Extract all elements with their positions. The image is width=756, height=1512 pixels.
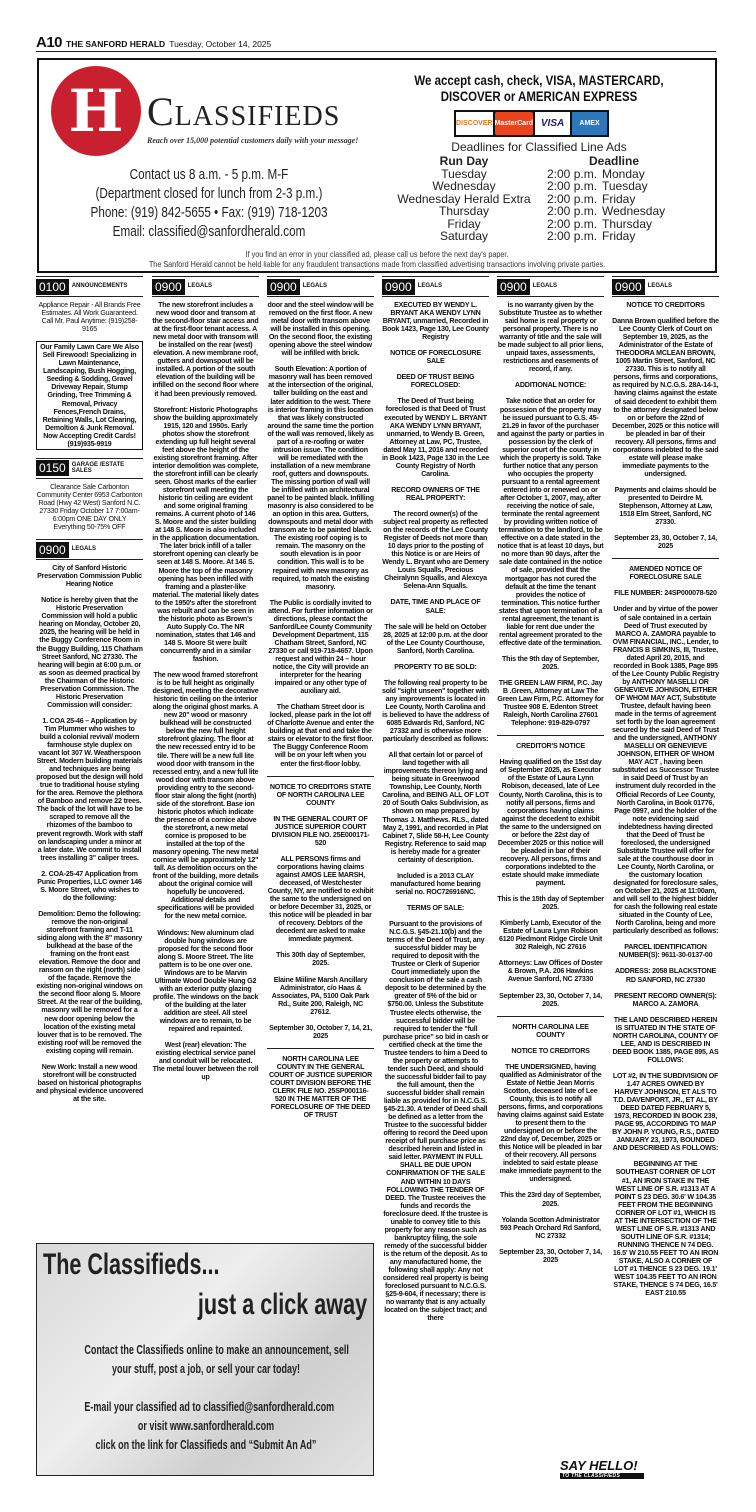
email-link[interactable]: Email: classified@sanfordherald.com: [112, 223, 306, 240]
section-header: [36, 276, 143, 297]
lunch-note: (Department closed for lunch from 2-3 p.m.): [95, 185, 323, 202]
deadline-row: [389, 180, 689, 193]
listing-text: Our Family Lawn Care We Also Sell Firewood! Specializing in Lawn Maintenance, Landscaping, Bush Hogging, Seeding & Sodding, Gravel Driveway Repair, Stump Grinding, Tree Trimming & Removal, Privacy Fences,French Drains, Retaining Walls, Lot Clearing, Demoltion & Junk Removal. Now Accepting Credit Cards! (919)935-9919: [36, 341, 143, 450]
ad-line[interactable]: E-mail your classified ad to classified@sanfordherald.com: [84, 1400, 335, 1414]
ad-title: The Classifieds...: [43, 1248, 220, 1281]
contact-hours: Contact us 8 a.m. - 5 p.m. M-F: [129, 166, 289, 183]
listing-text: NORTH CAROLINA LEE COUNTY IN THE GENERAL COURT OF JUSTICE SUPERIOR COURT DIVISION BEFORE THE CLERK FILE NO. 25SP000116-520 IN THE MATTER OF THE FORECLOSURE OF THE DEED OF TRUST: [269, 1054, 372, 1120]
listing-text: Storefront: Historic Photographs show the building approximately 1915, 120 and 1950s. Early photos show the storefront extending up full height several feet above the height of the existing storefront framing. After interior demolition was complete, the storefront infill can be clearly seen. Ghost marks of the earlier storefront wall meeting the historic tin ceiling are evident and some original framing remains. A current photo of 146 S. Moore and the sister building at 148 S. Moore is also included in the application documentation. The later brick infill of a taller storefront opening can clearly be seen at 148 S. Moore. At 146 S. Moore the top of the masonry opening has been infilled with framing and a plaster-like material. The material likely dates to the 1950's after the storefront was rebuilt and can be seen in the historic photo as Brown's Auto Supply Co. The NR nomination, states that 146 and 148 S. Moore St were built concurrently and in a similar fashion.: [152, 405, 259, 664]
section-label: LEGALS: [647, 283, 673, 290]
ad-line: Contact the Classifieds online to make an announcement, sell: [84, 1343, 349, 1357]
listing-text: This 30th day of September, 2025.: [276, 951, 365, 968]
hello-logo-subtext: TO THE CLASSIFIEDS: [560, 1473, 644, 1479]
divider: [497, 735, 604, 736]
ad-subtitle: just a click away: [197, 1288, 367, 1321]
listing-text: 2. COA-25-47 Application from Punic Properties, LLC owner 146 S. Moore Street, who wishes to do the following:: [37, 869, 142, 902]
hello-logo-text: SAY HELLO!: [560, 1458, 638, 1473]
payment-methods-text: [412, 73, 667, 105]
listing-text: September 23, 30, October 7, 14, 2025: [499, 1247, 602, 1264]
divider: [267, 1048, 374, 1049]
listing-text: Clearance Sale Carbonton Community Center 6953 Carbonton Road (Hwy 42 West) Sanford N.C. 27330 Friday October 17 7:00am-6:00pm ONE DAY ONLY Everything 50-75% OFF: [36, 482, 143, 532]
listing-text: This the 23rd day of September, 2025.: [499, 1191, 602, 1208]
listing-text: This is the 15th day of September 2025.: [497, 895, 604, 912]
deadline-time: 2:00 p.m.: [547, 191, 598, 206]
say-hello-logo: [560, 1458, 644, 1482]
listing-text: The new storefront includes a new wood door and transom at the second-floor stair access and at the first-floor tenant access. A new metal door with transom will be installed on the rear (west) elevation. A new membrane roof, gutters and downspout will be installed. A portion of the south elevation of the building will be infilled on the second floor where it had been previously removed.: [152, 301, 259, 398]
listing-text: Appliance Repair - All Brands Free Estimates. All Work Guaranteed. Call Mr. Paul Anytime: (919)258-9165: [38, 301, 141, 334]
listing-text: is no warranty given by the Substitute Trustee as to whether said home is real property or personal property. There is no warranty of title and the sale will be made subject to all prior liens, unpaid taxes, assessments, restrictions and easements of record, if any.: [497, 301, 604, 374]
listing-text: NOTICE OF FORECLOSURE SALE: [390, 349, 481, 366]
classified-column-5: [497, 276, 604, 1448]
run-day: Wednesday Herald Extra: [397, 191, 531, 206]
listing-text: City of Sanford Historic Preservation Commission Public Hearing Notice: [37, 564, 142, 589]
listing-text: Take notice that an order for possession of the property may be issued pursuant to G.S. 45-21.29 in favor of the purchaser and against the party or parties in possession by the clerk of superior court of the county in which the property is sold. Take further notice that any person who occupies the property pursuant to a rental agreement entered into or renewed on or after October 1, 2007, may, after receiving the notice of sale, terminate the rental agreement by providing written notice of termination to the landlord, to be effective on a date stated in the notice that is at least 10 days, but no more than 90 days, after the sale date contained in the notice of sale, provided that the mortgagor has not cured the default at the time the tenant provides the notice of termination. This notice further states that upon termination of a rental agreement, the tenant is liable for rent due under the rental agreement prorated to the effective date of the termination.: [497, 397, 604, 647]
deadline-day: Monday: [602, 166, 645, 181]
deadline-time: 2:00 p.m.: [547, 204, 598, 218]
listing-text: All that certain lot or parcel of land together with all improvements thereon lying and being situate in Greenwood Township, Lee County, North Carolina, and BEING ALL OF LOT 20 of South Oaks Subdivision, as shown on map prepared by Thomas J. Matthews. RLS., dated May 2, 1991, and recorded in Plat Cabinet 7, Slide 58-H, Lee County Registry. Reference to said map is hereby made for a greater certainty of description.: [382, 751, 489, 864]
listing-text: Demolition: Demo the following: remove the non-original storefront framing and T-11 siding along with the 8" masonry bulkhead at the base of the framing on the front east elevation. Remove the door and ransom on the right (north) side of the façade. Remove the existing non-original windows on the second floor along S. Moore Street. At the rear of the building, masonry will be removed for a new door opening below the location of the existing metal louver that is to be removed. The existing roof will be removed the existing coping will remain.: [36, 909, 143, 1055]
ad-line: [84, 1379, 327, 1398]
divider: [497, 1016, 604, 1017]
section-header: [36, 539, 143, 560]
ad-body: [37, 1341, 374, 1455]
deadline-day: Friday: [602, 191, 636, 206]
deadlines-header: [389, 155, 689, 168]
listing-text: Danna Brown qualified before the Lee County Clerk of Court on September 19, 2025, as the Administrator of the Estate of THEODORA MCLEAN BROWN, 1005 Martin Street, Sanford, NC 27330. This is to notify all persons, firms and corporations, as required by N.C.G.S. 28A-14-1, having claims against the estate of said decedent to exhibit them to the attorney designated below on or before the 22nd of December, 2025 or this notice will be pleaded in bar of their recovery. All persons, firms and corporations indebted to the said estate will please make immediate payments to the undersigned.: [612, 317, 719, 478]
deadline-time: 2:00 p.m.: [547, 179, 598, 193]
listing-text: The Deed of Trust being foreclosed is that Deed of Trust executed by WENDY L. BRYANT AKA WENDY LYNN BRYANT, unmarried, to Wendy B. Green, Attorney at Law, PC, Trustee, dated May 11, 2016 and recorded in Book 1423, Page 130 in the Lee County Registry of North Carolina.: [382, 397, 489, 478]
divider: [267, 776, 374, 777]
listing-text: Payments and claims should be presented to Deirdre M. Stephenson, Attorney at Law, 1518 Elm Street, Sanford, NC 27330.: [614, 485, 717, 527]
listing-text: September 23, 30, October 7, 14, 2025: [614, 534, 717, 551]
listing-text: Attorneys: Law Offices of Doster & Brown, P.A. 206 Hawkins Avenue Sanford, NC 27330: [498, 959, 603, 984]
deadline-row: [389, 205, 689, 218]
section-label: LEGALS: [187, 283, 213, 290]
section-header: [382, 276, 489, 297]
listing-text: West (rear) elevation: The existing electrical service panel and conduit will be relocated. The metal louver between the roll up: [152, 1041, 259, 1082]
listing-text: September 30, October 7, 14, 21, 2025: [269, 1023, 372, 1040]
listing-text: FILE NUMBER: 24SP000078-520: [614, 589, 717, 598]
deadline-time: 2:00 p.m.: [547, 216, 598, 231]
section-number: 0900: [612, 279, 645, 295]
ad-line: click on the link for Classifieds and “Submit An Ad”: [95, 1438, 317, 1452]
section-number: 0900: [382, 279, 415, 295]
contact-info: [76, 165, 341, 241]
listing-text: Having qualified on the 15st day of September 2025, as Executor of the Estate of Laura Lynn Robison, deceased, late of Lee County, North Carolina, this is to notify all persons, firms and corporations having claims against the decedent to exhibit the same to the undersigned on or before the 22st day of December 2025 or this notice will be pleaded in bar of their recovery. All persons, firms and corporations indebted to the estate should make immediate payment.: [497, 758, 604, 888]
run-day: Friday: [447, 216, 481, 231]
listing-text: Included is a 2013 CLAY manufactured home bearing serial no. ROC726916NC.: [390, 871, 481, 896]
section-header: [497, 276, 604, 297]
listing-text: The record owner(s) of the subject real property as reflected on the records of the Lee County Register of Deeds not more than 10 days prior to the posting of this Notice is or are Heirs of Wendy L. Bryant who are Demery Louis Squalls, Precious Cheiralynn Squalls, and Alexcya Selena-Ann Squalls.: [382, 509, 489, 591]
listing-text: NOTICE TO CREDITORS STATE OF NORTH CAROLINA LEE COUNTY: [269, 782, 372, 807]
listing-text: NOTICE TO CREDITORS: [511, 1046, 590, 1055]
mastercard-icon: MasterCard: [495, 112, 534, 135]
deadline-row: [389, 218, 689, 231]
page-masthead: [36, 34, 716, 52]
run-day-header: Run Day: [439, 154, 489, 168]
herald-logo-icon: H: [51, 66, 141, 156]
listing-text: The Chatham Street door is locked, please park in the lot off of Charlotte Avenue and enter the building at that end and take the stairs or elevator to the first floor. The Buggy Conference Room will be on your left when you enter the first-floor lobby.: [267, 703, 374, 768]
section-header: [612, 276, 719, 297]
listing-text: TERMS OF SALE:: [406, 903, 465, 912]
listing-text: PROPERTY TO BE SOLD:: [394, 662, 477, 671]
section-number: 0900: [36, 542, 69, 558]
tagline: Reach over 15,000 potential customers daily with your message!: [147, 136, 359, 145]
listing-text: BEGINNING AT THE SOUTHEAST CORNER OF LOT #1, AN IRON STAKE IN THE WEST LINE OF S.R. #1313 AT A POINT S 23 DEG. 30.6' W 104.35 FEET FROM THE BEGINNING CORNER OF LOT #1, WHICH IS AT THE INTERSECTION OF THE WEST LINE OF S.R. #1313 AND SOUTH LINE OF S.R. #1314; RUNNING THENCE N 74 DEG. 16.5' W 210.55 FEET TO AN IRON STAKE, ALSO A CORNER OF LOT #1 THENCE S 23 DEG. 19.1' WEST 104.35 FEET TO AN IRON STAKE, THENCE S 74 DEG, 16.5' EAST 210.55: [612, 1160, 719, 1298]
listing-text: ADDRESS: 2058 BLACKSTONE RD SANFORD, NC 27330: [614, 967, 717, 984]
deadlines-table: [389, 155, 689, 243]
deadline-day: Tuesday: [602, 179, 648, 193]
deadlines-title: Deadlines for Classified Line Ads: [451, 140, 627, 154]
listing-text: Pursuant to the provisions of N.C.G.S. §45-21.10(b) and the terms of the Deed of Trust, any successful bidder may be required to deposit with the Trustee or Clerk of Superior Court immediately upon the conclusion of the sale a cash deposit to be determined by the greater of 5% of the bid or $750.00. Unless the Substitute Trustee elects otherwise, the successful bidder will be required to tender the "full purchase price" so bid in cash or certified check at the time the Trustee tenders to him a Deed to the property or attempts to tender such Deed, and should the successful bidder fail to pay the full amount, then the successful bidder shall remain liable as provided for in N.C.G.S. §45-21.30. A tender of Deed shall be defined as a letter from the Trustee to the successful bidder offering to record the Deed upon receipt of full purchase price as described herein and listed in said letter. PAYMENT IN FULL SHALL BE DUE UPON CONFIRMATION OF THE SALE AND WITHIN 10 DAYS FOLLOWING THE TENDER OF DEED. The Trustee receives the funds and records the foreclosure deed. If the trustee is unable to convey title to this property for any reason such as bankruptcy filing, the sole remedy of the successful bidder is the return of the deposit. As to any manufactured home, the following shall apply: Any not considered real property is being foreclosed pursuant to N.C.G.S. §25-9-604, if necessary; there is no warranty that is any actually located on the subject tract; and there: [382, 920, 489, 1323]
amex-card-icon: AMEX: [572, 112, 607, 135]
classified-column-1: [36, 276, 143, 1241]
listing-text: September 23, 30, October 7, 14, 2025.: [499, 991, 602, 1008]
section-label: LEGALS: [417, 283, 443, 290]
listing-text: The new wood framed storefront is to be full height as originally designed, meeting the decorative historic tin ceiling on the interior along the original ghost marks. A new 20" wood or masonry bulkhead will be constructed below the new full height storefront glazing. The floor at the new recessed entry id to be tile. There will be a new full lite wood door with transom in the recessed entry, and a new full lite wood door with transom above providing entry to the second-floor stair along the fight (north) side of the storefront. Base ion historic photos which indicate the presence of a cornice above the storefront, a new metal cornice is proposed to be installed at the top of the masonry opening. The new metal cornice will be approximately 12" tall. As demolition occurs on the front of the building, more details about the original cornice will hopefully be uncovered. Additional details and specifications will be provided for the new metal cornice.: [152, 671, 259, 921]
listing-text: DATE, TIME AND PLACE OF SALE:: [390, 598, 481, 615]
deadline-time: 2:00 p.m.: [547, 166, 598, 181]
deadline-day: Thursday: [602, 216, 653, 231]
listing-text: Under and by virtue of the power of sale contained in a certain Deed of Trust executed by MARCO A. ZAMORA payable to OVM FINANCIAL, INC., Lender, to FRANCIS B SIMKINS, III, Trustee, dated April 20, 2015, and recorded in Book 1385, Page 895 of the Lee County Public Registry by ANTHONY MASELLI OR GENEVIEVE JOHNSON, EITHER OF WHOM MAY ACT, Substitute Trustee, default having been made in the terms of agreement set forth by the loan agreement secured by the said Deed of Trust and the undersigned, ANTHONY MASELLI OR GENEVIEVE JOHNSON, EITHER OF WHOM MAY ACT , having been substituted as Successor Trustee in said Deed of Trust by an instrument duly recorded in the Official Records of Lee County, North Carolina, in Book 01776, Page 0997, and the holder of the note evidencing said indebtedness having directed that the Deed of Trust be foreclosed, the undersigned Substitute Trustee will offer for sale at the courthouse door in Lee County, North Carolina, or the customary location designated for foreclosure sales, on October 21, 2025 at 11:00am, and will sell to the highest bidder for cash the following real estate situated in the County of Lee, North Carolina, being and more particularly described as follows:: [612, 605, 719, 936]
listing-text: THE LAND DESCRIBED HEREIN IS SITUATED IN THE STATE OF NORTH CAROLINA, COUNTY OF LEE, AND IS DESCRIBED IN DEED BOOK 1385, PAGE 895, AS FOLLOWS:: [612, 1015, 719, 1064]
listing-text: The following real property to be sold "sight unseen" together with any improvements is located in Lee County, North Carolina and is believed to have the address of 6085 Edwards Rd, Sanford, NC 27332 and is otherwise more particularly described as follows:: [382, 678, 489, 744]
section-label: GARAGE /ESTATE SALES: [71, 461, 125, 475]
payment-line: We accept cash, check, VISA, MASTERCARD,: [414, 73, 664, 88]
run-day: Thursday: [438, 204, 490, 218]
section-number: 0900: [267, 279, 300, 295]
deadline-time: 2:00 p.m.: [547, 229, 598, 243]
phone-fax: Phone: (919) 842-5655 • Fax: (919) 718-1203: [90, 204, 328, 221]
deadline-header: Deadline: [588, 154, 639, 168]
section-label: LEGALS: [532, 283, 558, 290]
section-header: [36, 458, 143, 479]
newspaper-name: THE SANFORD HERALD: [66, 39, 166, 49]
ad-line: your stuff, post a job, or sell your car today!: [111, 1362, 301, 1376]
ad-line[interactable]: or visit www.sanfordherald.com: [137, 1419, 275, 1433]
listing-text: PARCEL IDENTIFICATION NUMBER(S): 9611-30-0137-00: [618, 943, 713, 960]
deadline-day: Friday: [602, 229, 636, 243]
listing-text: DEED OF TRUST BEING FORECLOSED:: [396, 373, 475, 390]
listing-text: Yolanda Scotton Administrator 593 Peach Orchard Rd Sanford, NC 27332: [500, 1215, 601, 1240]
deadline-day: Wednesday: [602, 204, 666, 218]
listing-text: EXECUTED BY WENDY L. BRYANT AKA WENDY LYNN BRYANT, unmarried, Recorded in Book 1423, Page 130, Lee County Registry: [382, 301, 489, 342]
deadline-row: [389, 230, 689, 243]
section-label: ANNOUNCEMENTS: [71, 283, 128, 290]
divider: [612, 558, 719, 559]
disclaimer: [90, 249, 665, 269]
page-number: A10: [36, 34, 63, 51]
listing-text: 1. COA 25-46 – Application by Tim Plummer who wishes to build a colonial revival/ modern farmhouse style duplex on vacant lot 307 W. Weatherspoon Street. Modern building materials and techniques are being proposed but the design will hold true to traditional house styling for the area. Remove the plethora of Bamboo and remove 22 trees. The back of the lot will have to be scraped to remove all the rhizomes of the bamboo to prevent regrowth. Work with staff on landscaping under a minor at a later date. We commit to install trees installing 3" caliper trees.: [36, 716, 143, 862]
section-header: [152, 276, 259, 297]
listing-text: LOT #2, IN THE SUBDIVISION OF 1.47 ACRES OWNED BY HARVEY JOHNSON, ET ALS TO T.D. DAVENPORT, JR., ET AL, BY DEED DATED FEBRUARY 5, 1973, RECORDED IN BOOK 239, PAGE 95, ACCORDING TO MAP BY JOHN P. YOUNG, R.S., DATED JANUARY 23, 1973, BOUNDED AND DESCRIBED AS FOLLOWS:: [612, 1071, 719, 1153]
issue-date: Tuesday, October 14, 2025: [169, 39, 272, 49]
section-number: 0900: [152, 279, 185, 295]
listing-text: CREDITOR'S NOTICE: [516, 742, 585, 751]
listing-text: This the 9th day of September, 2025.: [502, 654, 599, 671]
section-number: 0100: [36, 279, 69, 295]
listing-text: The sale will be held on October 28, 2025 at 12:00 p.m. at the door of the Lee County Courthouse, Sanford, North Carolina.: [383, 622, 488, 655]
liability-notice: The Sanford Herald cannot be held liable for any fraudulent transactions made from classified advertising transactions involving private parties.: [148, 259, 606, 269]
section-label: LEGALS: [302, 283, 328, 290]
listing-text: ADDITIONAL NOTICE:: [514, 381, 587, 390]
classified-column-6: [612, 276, 719, 1476]
classifieds-online-ad: [36, 1243, 374, 1476]
listing-text: THE GREEN LAW FIRM, P.C. Jay B .Green, Attorney at Law The Green Law Firm, P.C. Attorney for Trustee 908 E. Edenton Street Raleigh, North Carolina 27601 Telephone: 919-829-0797: [497, 679, 604, 728]
listing-text: NOTICE TO CREDITORS: [626, 301, 705, 309]
listing-text: THE UNDERSIGNED, having qualified as Administrator of the Estate of Nettie Jean Morris Scotton, deceased late of Lee County, this is to notify all persons, firms, and corporations having claims against said Estate to present them to the undersigned on or before the 22nd day of, December, 2025 or this Notice will be pleaded in bar of their recovery. All persons indebted to said estate please make immediate payment to the undersigned.: [497, 1062, 604, 1184]
run-day: Saturday: [439, 229, 489, 243]
classified-column-4: [382, 276, 489, 1476]
listing-text: RECORD OWNERS OF THE REAL PROPERTY:: [391, 485, 480, 502]
section-label: LEGALS: [71, 546, 97, 553]
card-logos: [454, 110, 609, 137]
listing-text: Notice is hereby given that the Historic Preservation Commission will hold a public hearing on Monday, October 20, 2025, the hearing will be held in the Buggy Conference Room in the Buggy Building, 115 Chatham Street Sanford, NC 27330. The hearing will begin at 6:00 p.m. or as soon as deemed practical by the Chairman of the Historic Preservation Commission. The Historic Preservation Commission will consider:: [36, 596, 143, 709]
listing-text: door and the steel window will be removed on the first floor. A new metal door with transom above will be installed in this opening. On the second floor, the existing opening above the steel window will be infilled with brick.: [267, 301, 374, 358]
listing-text: AMENDED NOTICE OF FORECLOSURE SALE: [628, 565, 703, 582]
listing-text: NORTH CAROLINA LEE COUNTY: [512, 1022, 589, 1039]
listing-text: IN THE GENERAL COURT OF JUSTICE SUPERIOR COURT DIVISION FILE NO. 25E000171-520: [271, 814, 370, 847]
listing-text: Windows: New aluminum clad double hung windows are proposed for the second floor along S. Moore Street. The lite pattern is to be one over one. Windows are to be Marvin Ultimate Wood Double Hung G2 with an exterior putty glazing profile. The windows on the back of the building at the later addition are steel. All steel windows are to remain, to be repaired and repainted.: [152, 928, 259, 1034]
classified-column-2: [152, 276, 259, 1241]
classifieds-brand: Classifieds: [147, 89, 341, 134]
section-number: 0150: [36, 460, 69, 476]
listing-text: South Elevation: A portion of masonry wall has been removed at the intersection of the original, taller building on the east and later addition to the west. There is interior framing in this location that was likely constructed around the same time the portion of the wall was removed, likely as part of a re-roofing or water intrusion issue. The condition will be remediated with the installation of a new membrane roof, gutters and downspouts. The missing portion of wall will be infilled with an architectural panel to be painted black. Infilling masonry is also considered to be an option in this area. Gutters, downspouts and metal door with transom ate to be painted black. The existing roof coping is to remain. The masonry on the south elevation is in poor condition. This wall is to be repaired with new masonry as required, to match the existing masonry.: [267, 365, 374, 591]
classifieds-info-box: [37, 58, 717, 273]
error-notice: If you find an error in your classified ad, please call us before the next day's paper.: [245, 249, 509, 259]
payment-line: DISCOVER or AMERICAN EXPRESS: [440, 89, 638, 104]
run-day: Wednesday: [432, 179, 496, 193]
section-header: [267, 276, 374, 297]
listing-text: The Public is cordially invited to attend. For further information or directions, please contact the Sanford/Lee County Community Development Department, 115 Chatham Street, Sanford, NC 27330 or call 919-718-4657. Upon request and within 24 – hour notice, the City will provide an interpreter for the hearing impaired or any other type of auxiliary aid.: [268, 598, 373, 696]
run-day: Tuesday: [441, 166, 487, 181]
listing-text: Kimberly Lamb, Executor of the Estate of Laura Lynn Robison 6120 Piedmont Ridge Circle Unit 302 Raleigh, NC 27616: [499, 919, 602, 952]
classified-column-3: [267, 276, 374, 1241]
listing-text: New Work: Install a new wood storefront will be constructed based on historical photographs and physical evidence uncovered at the site.: [36, 1062, 143, 1103]
discover-card-icon: DISCOVER: [456, 112, 493, 135]
listing-text: PRESENT RECORD OWNER(S): MARCO A. ZAMORA: [614, 991, 717, 1008]
listing-text: ALL PERSONS firms and corporations having claims against AMOS LEE MARSH, deceased, of Westchester County, NY, are notified to exhibit the same to the undersigned on or before December 31, 2025, or this notice will be pleaded in bar of recovery. Debtors of the decedent are asked to make immediate payment.: [267, 854, 374, 944]
listing-text: Elaine Miiline Marsh Ancillary Administrator, c/o Haas & Associates, PA, 5100 Oak Park Rd., Suite 200, Raleigh, NC 27612.: [271, 975, 370, 1016]
visa-card-icon: VISA: [535, 112, 570, 135]
section-number: 0900: [497, 279, 530, 295]
